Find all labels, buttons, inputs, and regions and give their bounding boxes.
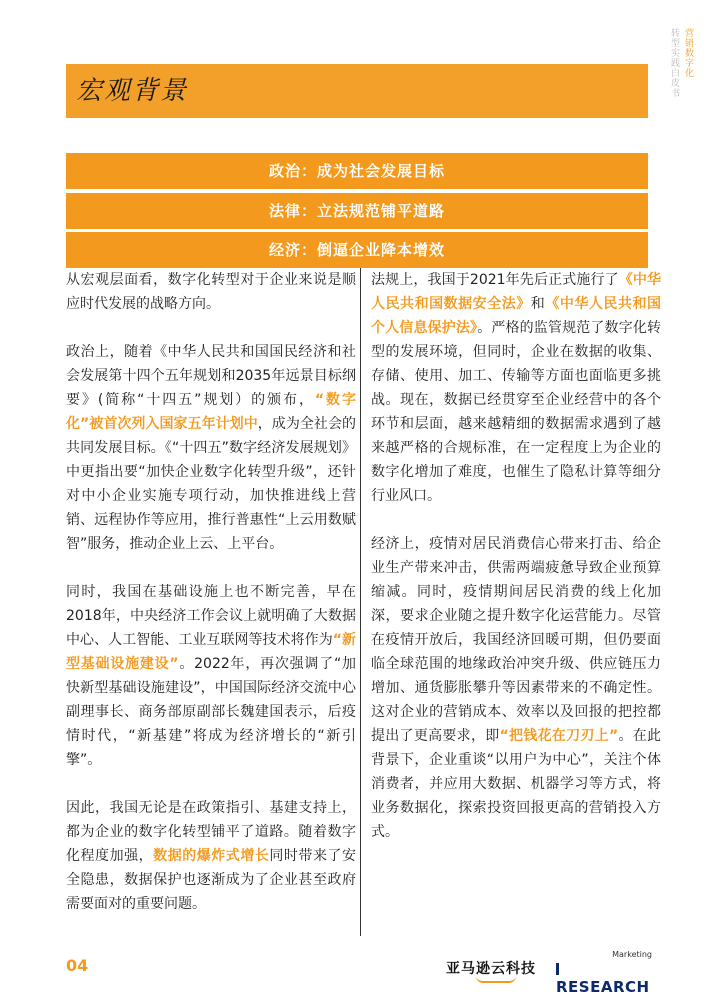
research-logo-text: RESEARCH: [556, 978, 650, 996]
text: 和: [530, 296, 546, 312]
left-column: [66, 268, 356, 940]
research-logo-main: [556, 960, 652, 996]
right-paragraph-2: [371, 532, 661, 844]
side-tag-secondary: 转型实践白皮书: [669, 28, 679, 98]
bars-icon: [556, 963, 565, 975]
side-tag-primary: 营销数字化: [683, 28, 693, 78]
text: 法规上，我国于2021年先后正式施行了: [371, 272, 619, 288]
highlight-text: 《中华人民共和国个人信息保护法》: [371, 296, 662, 336]
highlight-text: “数字化”被首次列入国家五年计划中: [66, 392, 356, 432]
right-column: [371, 268, 661, 868]
column-divider: [360, 268, 361, 936]
left-paragraph-3: [66, 580, 356, 772]
right-paragraph-1: [371, 268, 661, 508]
page-number: 04: [66, 956, 89, 975]
text: 同时带来了安全隐患，数据保护也逐渐成为了企业甚至政府需要面对的重要问题。: [66, 848, 357, 912]
pillar-economy: 经济：倒逼企业降本增效: [66, 232, 648, 268]
aws-logo: [446, 958, 536, 983]
highlight-text: “把钱花在刀刃上”: [499, 728, 619, 744]
text: 。2022年，再次强调了“加快新型基础设施建设”，中国国际经济交流中心副理事长、商务部原副部长魏建国表示，后疫情时代，“新基建”将成为经济增长的“新引擎”。: [66, 656, 356, 768]
left-paragraph-1: 从宏观层面看，数字化转型对于企业来说是顺应时代发展的战略方向。: [66, 272, 356, 312]
text: 政治上，随着《中华人民共和国国民经济和社会发展第十四个五年规划和2035年远景目标纲要》(简称“十四五”规划）的颁布，: [66, 344, 356, 408]
pillar-politics: 政治：成为社会发展目标: [66, 153, 648, 189]
text: 同时，我国在基础设施上也不断完善，早在2018年，中央经济工作会议上就明确了大数据中心、人工智能、工业互联网等技术将作为: [66, 584, 356, 648]
text: 经济上，疫情对居民消费信心带来打击、给企业生产带来冲击，供需两端疲惫导致企业预算缩减。同时，疫情期间居民消费的线上化加深，要求企业随之提升数字化运营能力。尽管在疫情开放后，我国经济回暖可期，但仍要面临全球范围的地缘政治冲突升级、供应链压力增加、通货膨胀攀升等因素带来的不确定性。这对企业的营销成本、效率以及回报的把控都提出了更高要求，即: [371, 536, 661, 744]
page-title: 宏观背景: [66, 64, 648, 118]
aws-smile-icon: [476, 976, 516, 983]
left-paragraph-2: [66, 340, 356, 556]
highlight-text: 《中华人民共和国数据安全法》: [371, 272, 661, 312]
research-logo: [556, 950, 652, 996]
highlight-text: 数据的爆炸式增长: [153, 848, 270, 864]
text: 因此，我国无论是在政策指引、基建支持上，都为企业的数字化转型铺平了道路。随着数字化程度加强，: [66, 800, 356, 864]
highlight-text: “新型基础设施建设”: [66, 632, 357, 672]
aws-logo-text: 亚马逊云科技: [446, 961, 536, 977]
text: ，成为全社会的共同发展目标。《“十四五”数字经济发展规划》中更指出要“加快企业数字化转型升级”，还针对中小企业实施专项行动，加快推进线上营销、远程协作等应用，推行普惠性“上云用数赋智”服务，推动企业上云、上平台。: [66, 416, 357, 552]
text: 。严格的监管规范了数字化转型的发展环境，但同时，企业在数据的收集、存储、使用、加工、传输等方面也面临更多挑战。现在，数据已经贯穿至企业经营中的各个环节和层面，越来越精细的数据需求遇到了越来越严格的合规标准，在一定程度上为企业的数字化增加了难度，也催生了隐私计算等细分行业风口。: [371, 320, 662, 504]
left-paragraph-4: [66, 796, 356, 916]
text: 。在此背景下，企业重谈“以用户为中心”，关注个体消费者，并应用大数据、机器学习等方式，将业务数据化，探索投资回报更高的营销投入方式。: [371, 728, 662, 840]
pillar-law: 法律：立法规范铺平道路: [66, 193, 648, 229]
research-logo-small: Marketing: [612, 950, 652, 959]
